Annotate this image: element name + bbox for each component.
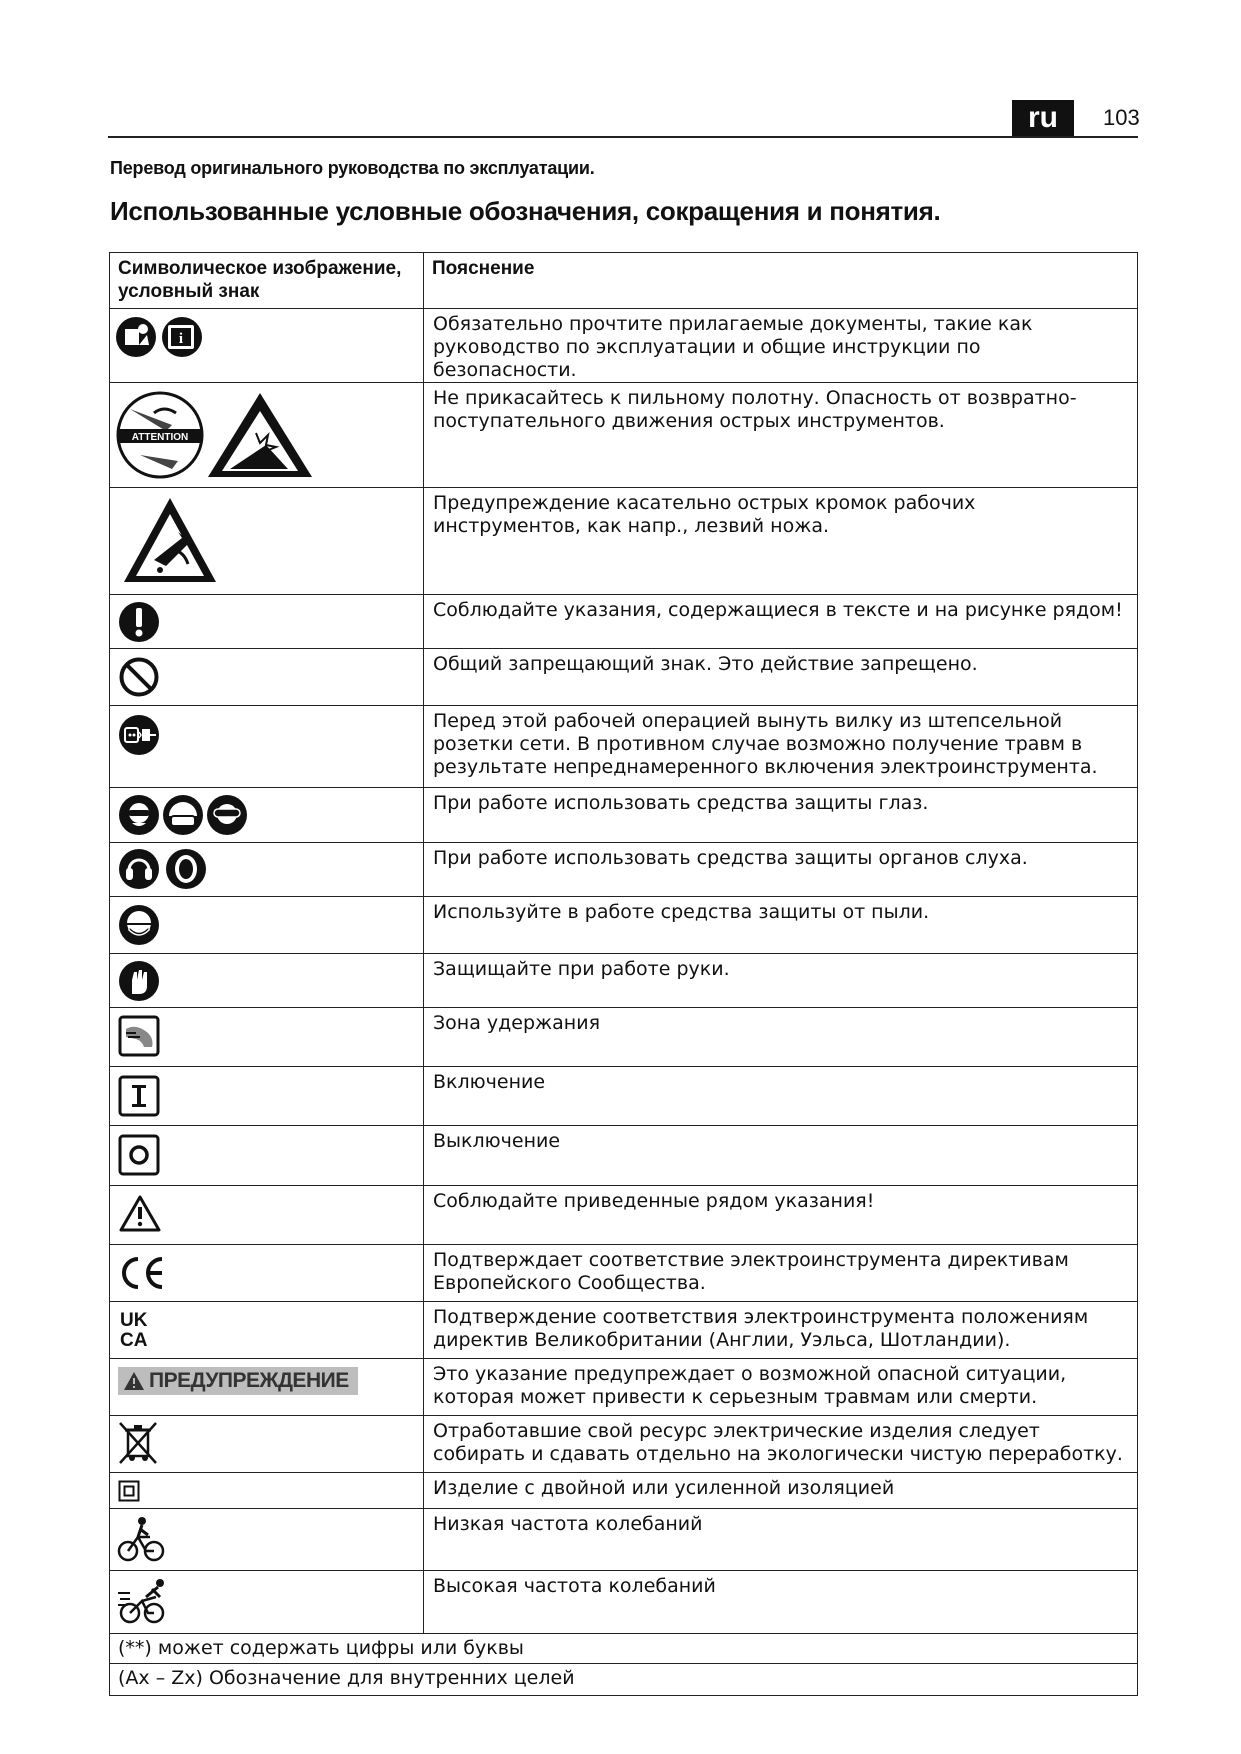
row-text: Подтверждает соответствие электроинструмента директивам Европейского Сообщества.	[433, 1249, 1069, 1294]
table-row	[110, 1359, 1138, 1416]
read-manual-icon	[116, 315, 226, 359]
table-row	[110, 1473, 1138, 1509]
table-row	[110, 649, 1138, 706]
high-vibration-icon	[116, 1577, 170, 1625]
document-subtitle: Перевод оригинального руководства по эксплуатации.	[110, 158, 595, 178]
ce-mark-icon	[118, 1255, 168, 1291]
table-row	[110, 706, 1138, 788]
symbols-table	[109, 252, 1138, 1696]
page-title: Использованные условные обозначения, сокращения и понятия.	[110, 196, 941, 226]
ukca-label-top: UK	[120, 1310, 148, 1331]
attention-label: ATTENTION	[131, 432, 189, 443]
row-text: Соблюдайте указания, содержащиеся в тексте и на рисунке рядом!	[433, 599, 1123, 621]
row-text: Не прикасайтесь к пильному полотну. Опасность от возвратно-поступательного движения острых инструментов.	[433, 387, 1077, 432]
table-row	[110, 488, 1138, 595]
table-row	[110, 1245, 1138, 1302]
row-text: Общий запрещающий знак. Это действие запрещено.	[433, 653, 978, 675]
table-row	[110, 1416, 1138, 1473]
footnote-text: (**) может содержать цифры или буквы	[110, 1634, 1138, 1664]
page-number: 103	[1103, 105, 1140, 130]
row-text: Изделие с двойной или усиленной изоляцией	[433, 1477, 895, 1499]
row-text: Перед этой рабочей операцией вынуть вилку из штепсельной розетки сети. В противном случае возможно получение травм в результате непреднамеренного включения электроинструмента.	[433, 710, 1098, 778]
table-row	[110, 309, 1138, 383]
table-row	[110, 1509, 1138, 1571]
table-row	[110, 788, 1138, 843]
row-text: Это указание предупреждает о возможной опасной ситуации, которая может привести к серьезным травмам или смерти.	[433, 1363, 1067, 1408]
row-text: Защищайте при работе руки.	[433, 958, 730, 980]
row-text: Отработавшие свой ресурс электрические изделия следует собирать и сдавать отдельно на экологически чистую переработку.	[433, 1420, 1123, 1465]
eye-protection-icon	[118, 794, 258, 836]
power-off-icon	[118, 1134, 160, 1176]
table-row	[110, 1008, 1138, 1067]
weee-bin-icon	[116, 1420, 160, 1466]
table-row	[110, 1186, 1138, 1245]
row-text: При работе использовать средства защиты глаз.	[433, 792, 929, 814]
exclamation-icon	[118, 601, 160, 643]
footnote-row	[110, 1664, 1138, 1696]
warning-banner-icon	[118, 1367, 358, 1395]
warning-triangle-icon	[118, 1194, 162, 1234]
row-text: Выключение	[433, 1130, 561, 1152]
warning-triangle-small-icon	[123, 1371, 145, 1391]
footnote-row	[110, 1634, 1138, 1664]
table-row	[110, 1302, 1138, 1359]
double-insulation-icon	[118, 1480, 140, 1502]
grip-zone-icon	[118, 1015, 160, 1057]
language-badge: ru	[1012, 100, 1074, 136]
column-header-explanation: Пояснение	[424, 253, 1138, 309]
table-row	[110, 383, 1138, 488]
table-row	[110, 843, 1138, 897]
row-text: Включение	[433, 1071, 546, 1093]
prohibition-icon	[118, 656, 160, 698]
table-row	[110, 595, 1138, 649]
header-rule	[108, 136, 1138, 138]
table-row	[110, 954, 1138, 1008]
ukca-label-bottom: CA	[120, 1330, 148, 1350]
svg-text:i: i	[178, 331, 184, 347]
row-text: Зона удержания	[433, 1012, 601, 1034]
power-on-icon	[118, 1075, 160, 1117]
row-text: Предупреждение касательно острых кромок рабочих инструментов, как напр., лезвий ножа.	[433, 492, 976, 537]
row-text: Используйте в работе средства защиты от пыли.	[433, 901, 930, 923]
attention-blade-icon	[116, 389, 316, 481]
warning-banner-label: ПРЕДУПРЕЖДЕНИЕ	[149, 1369, 349, 1392]
gloves-icon	[118, 960, 160, 1002]
footnote-text: (Ax – Zx) Обозначение для внутренних целей	[110, 1664, 1138, 1696]
table-row	[110, 897, 1138, 954]
sharp-edge-warning-icon	[120, 494, 220, 588]
dust-mask-icon	[118, 904, 160, 946]
row-text: Подтверждение соответствия электроинструмента положениям директив Великобритании (Англии, Уэльса, Шотландии).	[433, 1306, 1089, 1351]
column-header-symbol: Символическое изображение, условный знак	[110, 253, 424, 309]
ukca-mark-icon	[118, 1308, 158, 1350]
ear-protection-icon	[118, 848, 212, 890]
row-text: Низкая частота колебаний	[433, 1513, 703, 1535]
row-text: Высокая частота колебаний	[433, 1575, 716, 1597]
row-text: Обязательно прочтите прилагаемые документы, такие как руководство по эксплуатации и общие инструкции по безопасности.	[433, 313, 1033, 381]
row-text: Соблюдайте приведенные рядом указания!	[433, 1190, 875, 1212]
table-row	[110, 1067, 1138, 1126]
table-row	[110, 1126, 1138, 1186]
table-row	[110, 1571, 1138, 1634]
row-text: При работе использовать средства защиты органов слуха.	[433, 847, 1028, 869]
table-header-row	[110, 253, 1138, 309]
unplug-icon	[118, 714, 160, 756]
low-vibration-icon	[116, 1515, 166, 1563]
